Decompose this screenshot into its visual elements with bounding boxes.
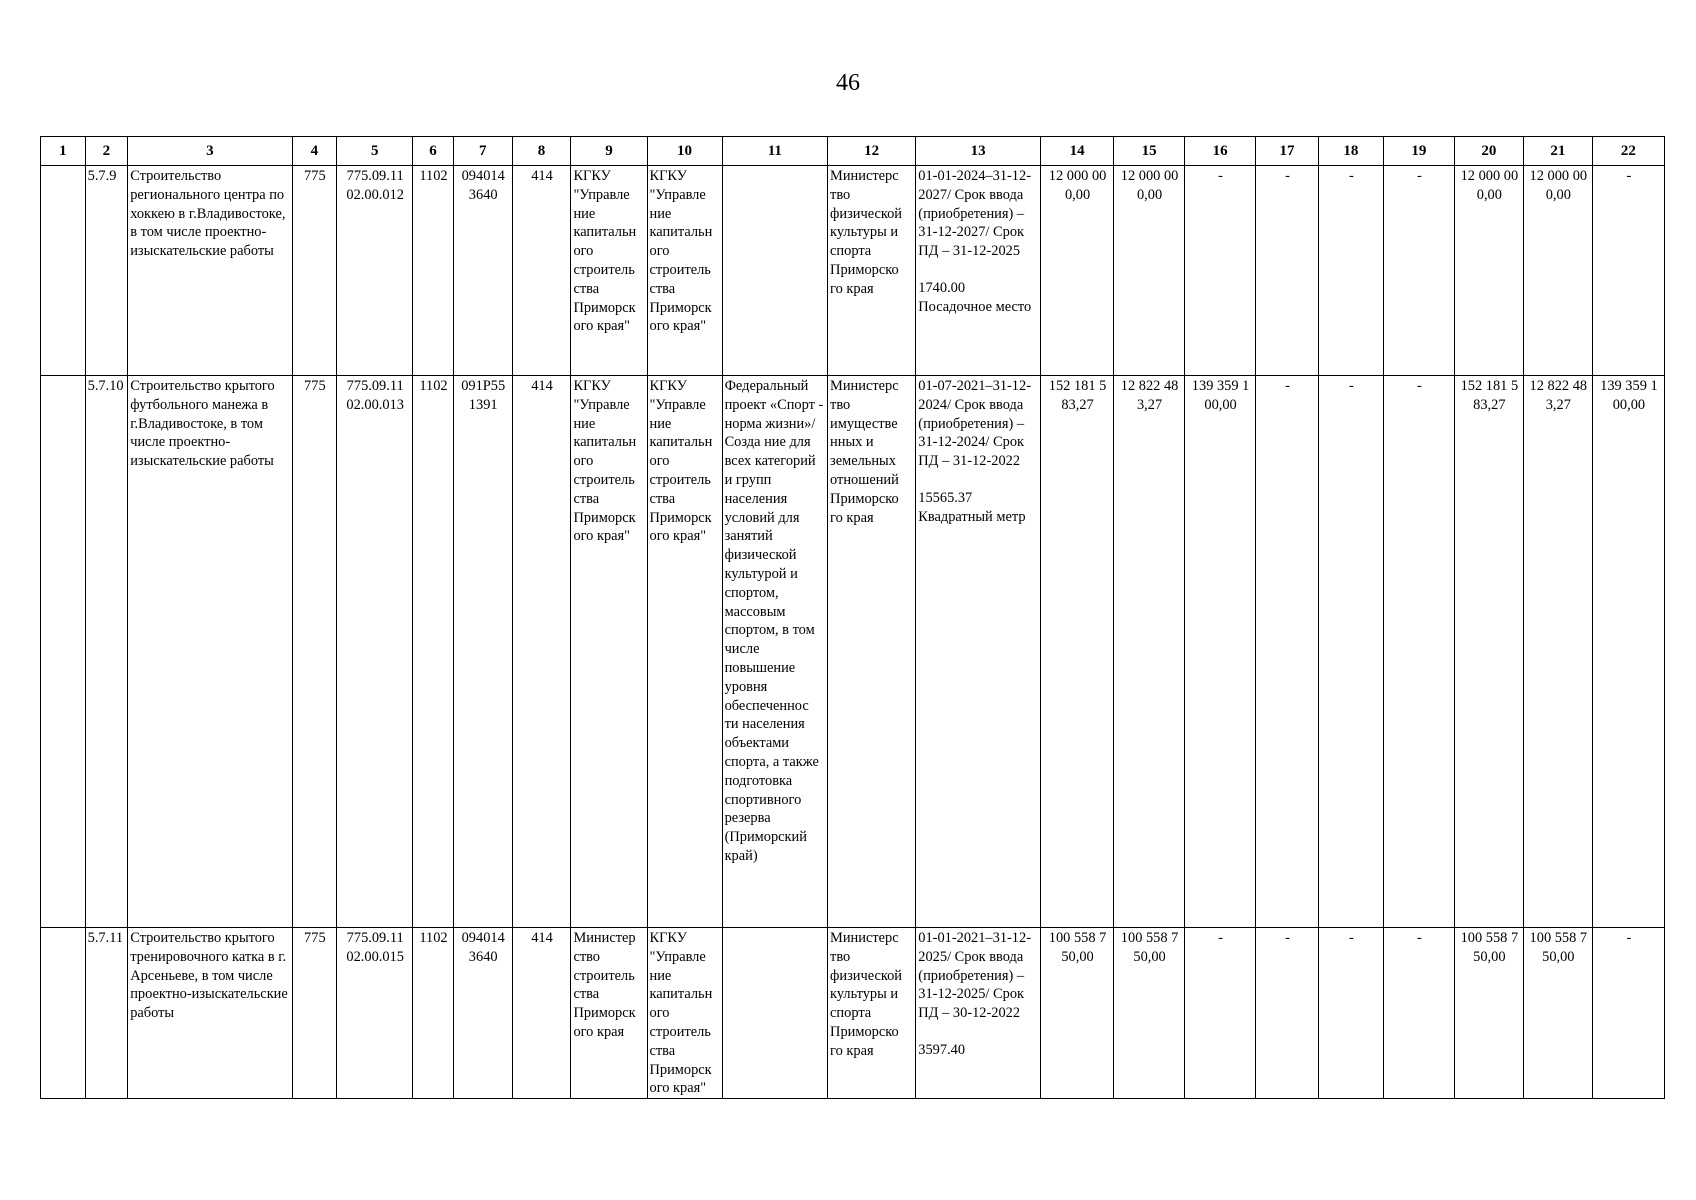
cell-dates (916, 376, 1041, 928)
col-header: 10 (647, 137, 722, 166)
cell-ministry: Министерс тво физической культуры и спорта Приморско го края (828, 166, 916, 376)
cell-amount: 139 359 1 00,00 (1592, 376, 1664, 928)
cell-amount: 12 000 00 0,00 (1523, 166, 1592, 376)
col-header: 2 (85, 137, 128, 166)
dates-text: 01-01-2024–31-12-2027/ Срок ввода (приобретения) – 31-12-2027/ Срок ПД – 31-12-2025 (918, 168, 1031, 260)
cell-ministry: Министерс тво физической культуры и спорта Приморско го края (828, 928, 916, 1099)
col-header: 20 (1454, 137, 1523, 166)
cell-amount: 139 359 1 00,00 (1185, 376, 1256, 928)
cell-c7: 094014 3640 (453, 166, 512, 376)
cell-c5: 775.09.11 02.00.015 (337, 928, 413, 1099)
investment-objects-table (40, 136, 1665, 1099)
dates-text: 01-01-2021–31-12-2025/ Срок ввода (приобретения) – 31-12-2025/ Срок ПД – 30-12-2022 (918, 930, 1031, 1022)
cell-item-number: 5.7.9 (85, 166, 128, 376)
cell-ministry: Министерс тво имуществе нных и земельных отношений Приморско го края (828, 376, 916, 928)
cell-amount: 100 558 7 50,00 (1454, 928, 1523, 1099)
cell-amount: 12 000 00 0,00 (1114, 166, 1185, 376)
cell-amount: 12 822 48 3,27 (1114, 376, 1185, 928)
col-header: 16 (1185, 137, 1256, 166)
cell-amount: - (1185, 166, 1256, 376)
cell-amount: - (1383, 376, 1454, 928)
cell-amount: - (1318, 928, 1383, 1099)
cell-developer: КГКУ "Управле ние капитальн ого строитель ства Приморск ого края" (647, 166, 722, 376)
cell-c1 (41, 376, 86, 928)
cell-amount: 100 558 7 50,00 (1114, 928, 1185, 1099)
col-header: 5 (337, 137, 413, 166)
cell-amount: 12 822 48 3,27 (1523, 376, 1592, 928)
cell-c1 (41, 166, 86, 376)
cell-amount: - (1383, 166, 1454, 376)
col-header: 7 (453, 137, 512, 166)
cell-c4: 775 (292, 928, 337, 1099)
cell-c6: 1102 (413, 166, 454, 376)
cell-c8: 414 (512, 166, 571, 376)
capacity-text: 15565.37 Квадратный метр (918, 489, 1026, 525)
cell-customer: Министер ство строитель ства Приморск ого края (571, 928, 647, 1099)
cell-developer: КГКУ "Управле ние капитальн ого строитель ства Приморск ого края" (647, 376, 722, 928)
cell-c6: 1102 (413, 376, 454, 928)
page-number: 46 (836, 70, 860, 96)
cell-amount: 152 181 5 83,27 (1041, 376, 1114, 928)
cell-amount: 12 000 00 0,00 (1041, 166, 1114, 376)
cell-c7: 094014 3640 (453, 928, 512, 1099)
col-header: 9 (571, 137, 647, 166)
cell-amount: - (1256, 166, 1319, 376)
cell-amount: - (1185, 928, 1256, 1099)
cell-c7: 091Р55 1391 (453, 376, 512, 928)
cell-customer: КГКУ "Управле ние капитальн ого строитель ства Приморск ого края" (571, 376, 647, 928)
col-header: 15 (1114, 137, 1185, 166)
cell-amount: - (1256, 376, 1319, 928)
col-header: 1 (41, 137, 86, 166)
cell-c8: 414 (512, 376, 571, 928)
col-header: 4 (292, 137, 337, 166)
capacity-text: 3597.40 (918, 1041, 966, 1058)
table-row (41, 928, 1665, 1099)
cell-c4: 775 (292, 166, 337, 376)
col-header: 18 (1318, 137, 1383, 166)
dates-text: 01-07-2021–31-12-2024/ Срок ввода (приобретения) – 31-12-2024/ Срок ПД – 31-12-2022 (918, 378, 1031, 470)
cell-amount: - (1256, 928, 1319, 1099)
col-header: 11 (722, 137, 827, 166)
cell-c4: 775 (292, 376, 337, 928)
col-header: 21 (1523, 137, 1592, 166)
column-number-header (41, 137, 1665, 166)
cell-c1 (41, 928, 86, 1099)
cell-amount: 12 000 00 0,00 (1454, 166, 1523, 376)
col-header: 19 (1383, 137, 1454, 166)
cell-project (722, 166, 827, 376)
cell-amount: 152 181 5 83,27 (1454, 376, 1523, 928)
cell-amount: - (1383, 928, 1454, 1099)
cell-developer: КГКУ "Управле ние капитальн ого строитель ства Приморск ого края" (647, 928, 722, 1099)
cell-project: Федеральный проект «Спорт - норма жизни»/Созда ние для всех категорий и групп населения условий для занятий физической культурой и спортом, массовым спортом, в том числе повышение уровня обеспеченнос ти населения объектами спорта, а также подготовка спортивного резерва (Приморский край) (722, 376, 827, 928)
cell-dates (916, 928, 1041, 1099)
cell-c8: 414 (512, 928, 571, 1099)
cell-amount: - (1592, 928, 1664, 1099)
col-header: 22 (1592, 137, 1664, 166)
col-header: 17 (1256, 137, 1319, 166)
col-header: 12 (828, 137, 916, 166)
cell-item-number: 5.7.11 (85, 928, 128, 1099)
cell-item-number: 5.7.10 (85, 376, 128, 928)
cell-dates (916, 166, 1041, 376)
cell-amount: - (1318, 166, 1383, 376)
cell-amount: - (1318, 376, 1383, 928)
cell-c5: 775.09.11 02.00.013 (337, 376, 413, 928)
cell-object-name: Строительство крытого футбольного манежа в г.Владивостоке, в том числе проектно-изыскательские работы (128, 376, 292, 928)
capacity-text: 1740.00 Посадочное место (918, 279, 1032, 315)
col-header: 6 (413, 137, 454, 166)
cell-object-name: Строительство крытого тренировочного катка в г. Арсеньеве, в том числе проектно-изыскательские работы (128, 928, 292, 1099)
col-header: 8 (512, 137, 571, 166)
cell-c5: 775.09.11 02.00.012 (337, 166, 413, 376)
table-row (41, 166, 1665, 376)
cell-customer: КГКУ "Управле ние капитальн ого строитель ства Приморск ого края" (571, 166, 647, 376)
cell-amount: 100 558 7 50,00 (1523, 928, 1592, 1099)
cell-amount: 100 558 7 50,00 (1041, 928, 1114, 1099)
table-row (41, 376, 1665, 928)
col-header: 14 (1041, 137, 1114, 166)
cell-object-name: Строительство регионального центра по хоккею в г.Владивостоке, в том числе проектно-изыскательские работы (128, 166, 292, 376)
cell-amount: - (1592, 166, 1664, 376)
cell-c6: 1102 (413, 928, 454, 1099)
col-header: 3 (128, 137, 292, 166)
col-header: 13 (916, 137, 1041, 166)
cell-project (722, 928, 827, 1099)
